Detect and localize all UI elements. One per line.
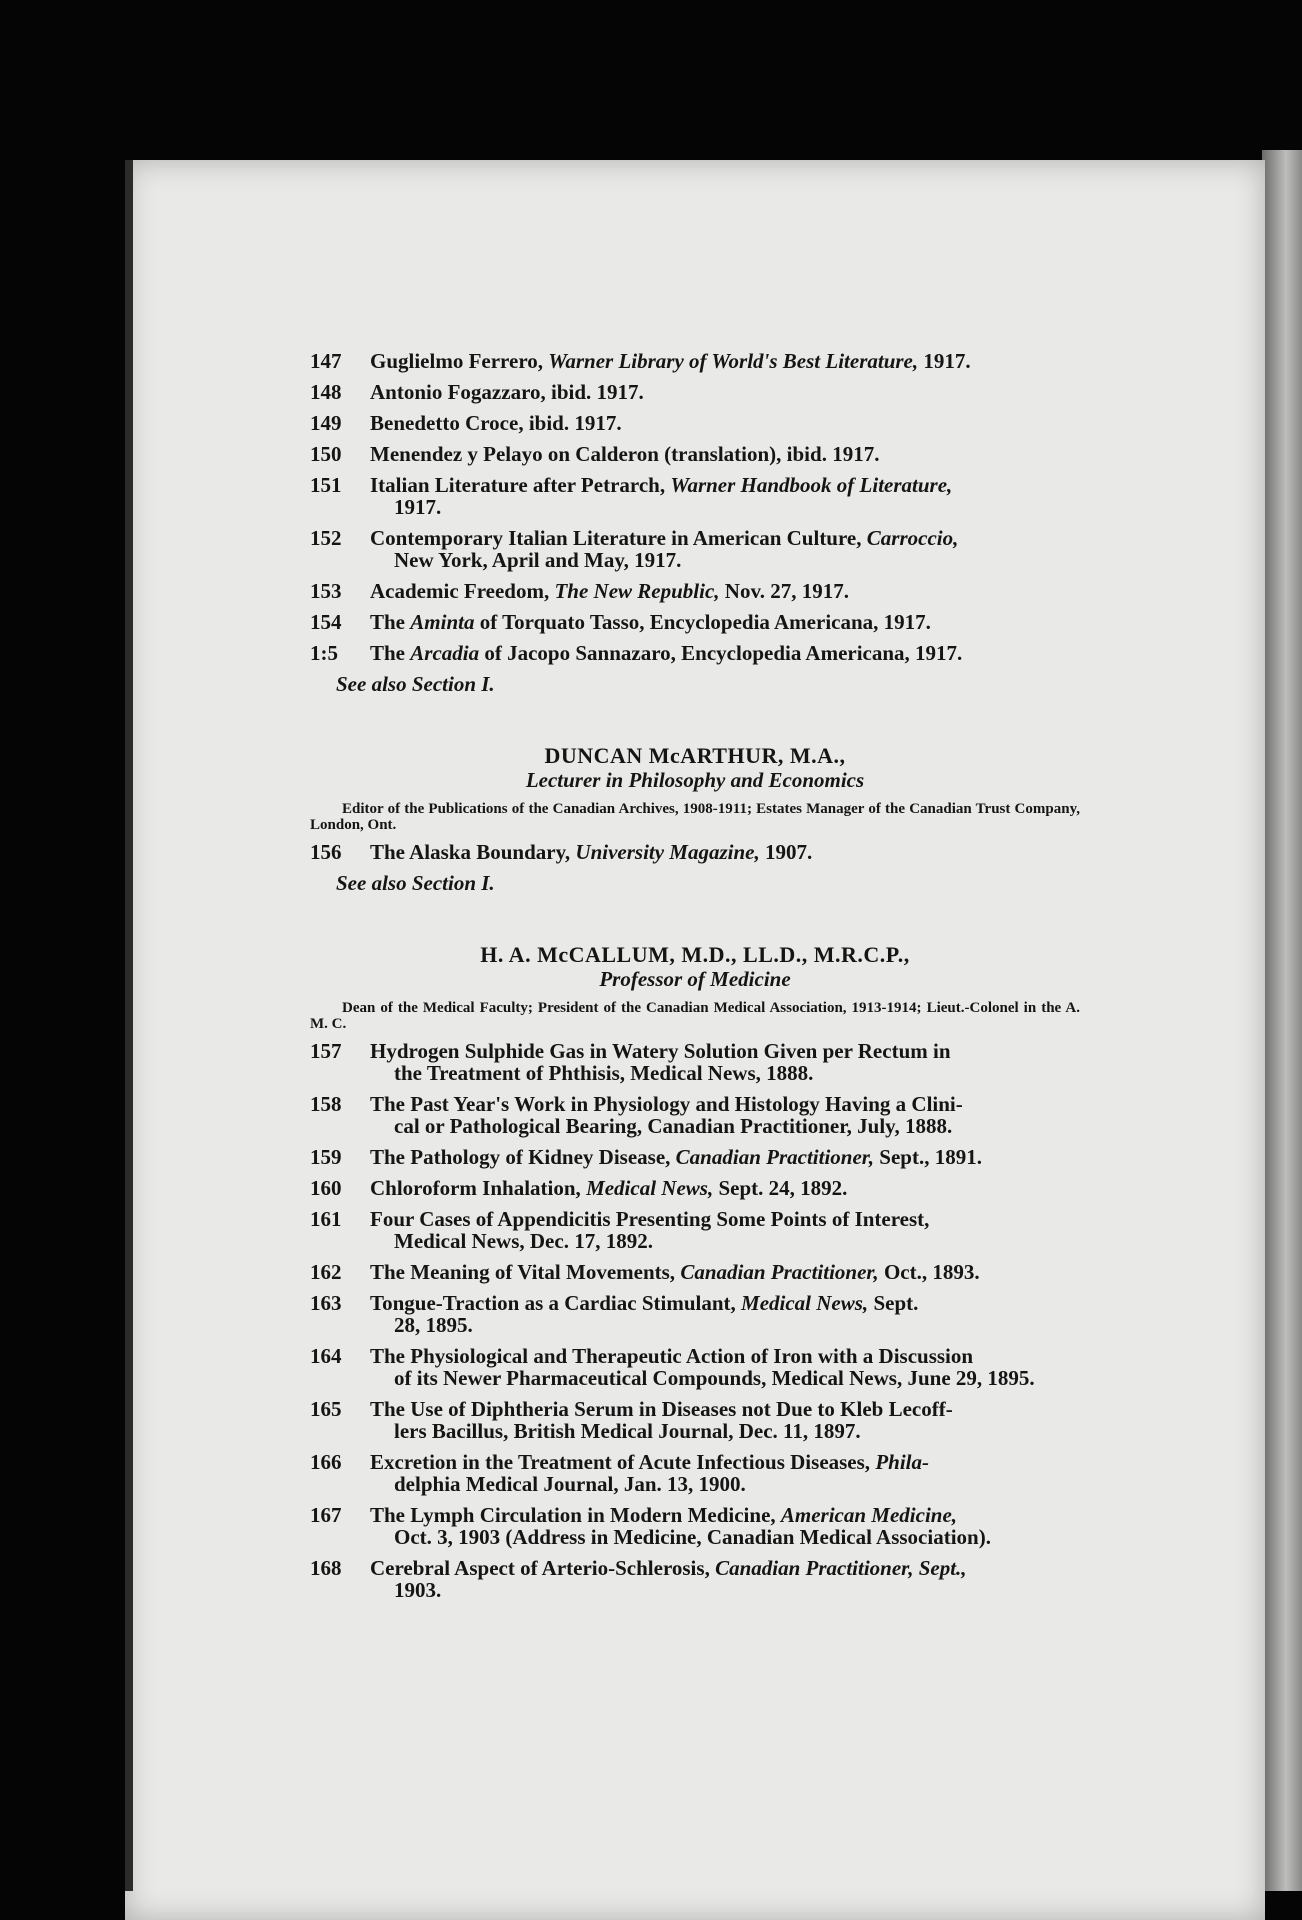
list-item (310, 841, 1080, 863)
entry-number: 1:5 (310, 641, 338, 665)
mccallum-title: Professor of Medicine (599, 967, 791, 991)
mcarthur-note: Editor of the Publications of the Canadian Archives, 1908-1911; Estates Manager of the Canadian Trust Company, London, Ont. (310, 801, 1080, 833)
mccallum-section (310, 944, 1080, 1601)
entry-list-bottom (310, 1040, 1080, 1601)
entry-text: The Alaska Boundary, University Magazine, 1907. (370, 840, 813, 864)
list-item (310, 1345, 1080, 1389)
entry-number: 149 (310, 411, 342, 435)
list-item (310, 611, 1080, 633)
list-item (310, 1146, 1080, 1168)
entry-number: 153 (310, 579, 342, 603)
entry-number: 163 (310, 1291, 342, 1315)
entry-text: The Past Year's Work in Physiology and Histology Having a Clini- cal or Pathological Bearing, Canadian Practitioner, July, 1888. (370, 1092, 963, 1138)
entry-text: Antonio Fogazzaro, ibid. 1917. (370, 380, 644, 404)
binding-shadow (125, 160, 133, 1891)
entry-list-top (310, 350, 1080, 664)
list-item (310, 1177, 1080, 1199)
see-also-section-1: See also Section I. (336, 672, 495, 696)
list-item (310, 350, 1080, 372)
entry-text: Excretion in the Treatment of Acute Infectious Diseases, Phila- delphia Medical Journal, Jan. 13, 1900. (370, 1450, 929, 1496)
mccallum-note: Dean of the Medical Faculty; President of the Canadian Medical Association, 1913-1914; Lieut.-Colonel in the A. M. C. (310, 1000, 1080, 1032)
list-item (310, 1261, 1080, 1283)
entry-text: The Pathology of Kidney Disease, Canadian Practitioner, Sept., 1891. (370, 1145, 982, 1169)
entry-number: 152 (310, 526, 342, 550)
see-also-section-1b: See also Section I. (336, 871, 495, 895)
entry-text: The Lymph Circulation in Modern Medicine, American Medicine, Oct. 3, 1903 (Address in Medicine, Canadian Medical Association). (370, 1503, 991, 1549)
entry-number: 148 (310, 380, 342, 404)
list-item (310, 474, 1080, 518)
list-item (310, 1208, 1080, 1252)
entry-number: 160 (310, 1176, 342, 1200)
list-item (310, 1093, 1080, 1137)
entry-number: 167 (310, 1503, 342, 1527)
entry-number: 161 (310, 1207, 342, 1231)
list-item (310, 381, 1080, 403)
list-item (310, 1557, 1080, 1601)
entry-number: 158 (310, 1092, 342, 1116)
mccallum-name: H. A. McCALLUM, M.D., LL.D., M.R.C.P., (480, 942, 910, 967)
bibliography-content (310, 350, 1080, 1610)
entry-text: Contemporary Italian Literature in American Culture, Carroccio, New York, April and May, 1917. (370, 526, 959, 572)
entry-number: 156 (310, 840, 342, 864)
entry-text: Hydrogen Sulphide Gas in Watery Solution Given per Rectum in the Treatment of Phthisis, Medical News, 1888. (370, 1039, 951, 1085)
entry-number: 151 (310, 473, 342, 497)
list-item (310, 1292, 1080, 1336)
entry-text: Academic Freedom, The New Republic, Nov. 27, 1917. (370, 579, 850, 603)
list-item (310, 580, 1080, 602)
entry-number: 166 (310, 1450, 342, 1474)
entry-number: 168 (310, 1556, 342, 1580)
entry-number: 147 (310, 349, 342, 373)
entry-number: 157 (310, 1039, 342, 1063)
entry-text: Tongue-Traction as a Cardiac Stimulant, Medical News, Sept. 28, 1895. (370, 1291, 919, 1337)
list-item (310, 1398, 1080, 1442)
mcarthur-name: DUNCAN McARTHUR, M.A., (544, 743, 846, 768)
entry-number: 159 (310, 1145, 342, 1169)
list-item (310, 527, 1080, 571)
entry-number: 165 (310, 1397, 342, 1421)
entry-text: Cerebral Aspect of Arterio-Schlerosis, Canadian Practitioner, Sept., 1903. (370, 1556, 967, 1602)
adjacent-page-edge (1262, 150, 1302, 1891)
entry-number: 150 (310, 442, 342, 466)
entry-number: 162 (310, 1260, 342, 1284)
mcarthur-section (310, 745, 1080, 894)
entry-text: Italian Literature after Petrarch, Warner Handbook of Literature, 1917. (370, 473, 953, 519)
entry-number: 154 (310, 610, 342, 634)
entry-number: 164 (310, 1344, 342, 1368)
entry-text: Benedetto Croce, ibid. 1917. (370, 411, 622, 435)
list-item (310, 642, 1080, 664)
list-item (310, 412, 1080, 434)
entry-text: The Meaning of Vital Movements, Canadian Practitioner, Oct., 1893. (370, 1260, 980, 1284)
entry-text: Guglielmo Ferrero, Warner Library of World's Best Literature, 1917. (370, 349, 971, 373)
entry-text: Chloroform Inhalation, Medical News, Sept. 24, 1892. (370, 1176, 848, 1200)
entry-text: The Aminta of Torquato Tasso, Encyclopedia Americana, 1917. (370, 610, 931, 634)
list-item (310, 1451, 1080, 1495)
entry-text: Menendez y Pelayo on Calderon (translation), ibid. 1917. (370, 442, 880, 466)
entry-text: Four Cases of Appendicitis Presenting Some Points of Interest, Medical News, Dec. 17, 1892. (370, 1207, 930, 1253)
entry-text: The Arcadia of Jacopo Sannazaro, Encyclopedia Americana, 1917. (370, 641, 963, 665)
list-item (310, 443, 1080, 465)
entry-text: The Physiological and Therapeutic Action of Iron with a Discussion of its Newer Pharmaceutical Compounds, Medical News, June 29, 1895. (370, 1344, 1035, 1390)
mcarthur-title: Lecturer in Philosophy and Economics (525, 768, 865, 792)
entry-text: The Use of Diphtheria Serum in Diseases not Due to Kleb Lecoff- lers Bacillus, British Medical Journal, Dec. 11, 1897. (370, 1397, 953, 1443)
list-item (310, 1504, 1080, 1548)
list-item (310, 1040, 1080, 1084)
